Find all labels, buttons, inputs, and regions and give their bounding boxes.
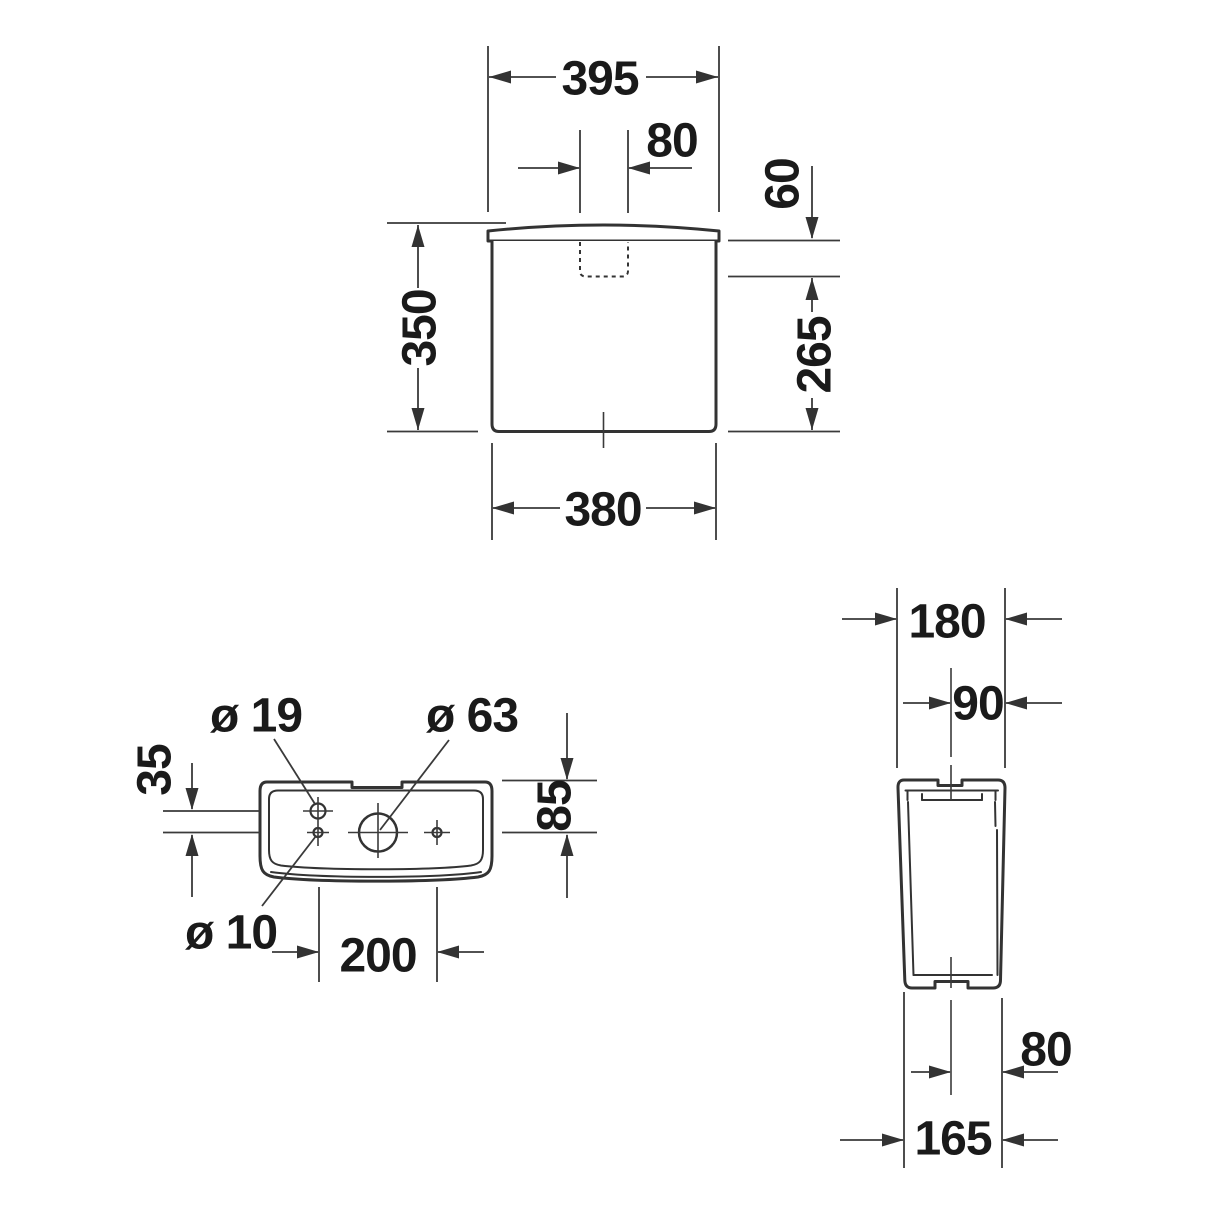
arrowhead <box>558 162 580 175</box>
dim-200-label: 200 <box>339 929 417 983</box>
dim-lid-height <box>757 158 819 239</box>
arrowhead <box>437 946 459 959</box>
arrowhead <box>186 788 199 810</box>
dim-fixing-holes-spacing <box>272 887 484 983</box>
dim-90-label: 90 <box>952 677 1004 731</box>
dim-180-label: 180 <box>908 595 986 649</box>
dim-80-top-label: 80 <box>646 114 698 168</box>
arrowhead <box>875 613 897 626</box>
top-view <box>129 690 598 983</box>
dim-flush-button-width <box>518 115 698 214</box>
inner-wall-line <box>995 802 996 826</box>
arrowhead <box>186 834 199 856</box>
arrowhead <box>696 71 718 84</box>
arrowhead <box>929 1066 951 1079</box>
cistern-outline-side <box>898 780 1005 988</box>
dim-bottom-center-to-back <box>911 1024 1072 1079</box>
dim-overall-height <box>394 225 447 430</box>
dim-350-label: 350 <box>393 289 447 367</box>
arrowhead <box>412 225 425 247</box>
arrowhead <box>1005 697 1027 710</box>
label-hole-63: ø 63 <box>425 689 519 743</box>
dim-35-label: 35 <box>128 744 182 796</box>
front-view <box>387 46 842 540</box>
arrowhead <box>694 502 716 515</box>
arrowhead <box>412 408 425 430</box>
dim-265-label: 265 <box>788 316 842 394</box>
arrowhead <box>1002 1134 1024 1147</box>
arrowhead <box>1005 613 1027 626</box>
side-view <box>840 588 1072 1168</box>
dim-60-label: 60 <box>756 158 810 210</box>
dim-body-height <box>789 278 842 430</box>
dim-bottom-depth <box>840 992 1058 1168</box>
dim-380-label: 380 <box>564 483 642 537</box>
inner-wall-line <box>997 830 998 975</box>
arrowhead <box>882 1134 904 1147</box>
label-hole-19: ø 19 <box>209 689 303 743</box>
dim-395-label: 395 <box>561 52 639 106</box>
dim-80-side-label: 80 <box>1020 1023 1072 1077</box>
cistern-body-front <box>492 241 716 432</box>
cistern-lid-front <box>488 225 719 241</box>
arrowhead <box>806 278 819 300</box>
arrowhead <box>806 408 819 430</box>
arrowhead <box>297 946 319 959</box>
arrowhead <box>929 697 951 710</box>
arrowhead <box>561 758 574 780</box>
dim-165-label: 165 <box>914 1112 992 1166</box>
label-hole-10: ø 10 <box>184 906 278 960</box>
dim-inlet-offset <box>129 744 199 897</box>
arrowhead <box>489 71 511 84</box>
arrowhead <box>492 502 514 515</box>
arrowhead <box>561 834 574 856</box>
arrowhead <box>806 217 819 239</box>
dim-body-width <box>492 443 716 540</box>
dim-85-label: 85 <box>528 780 582 832</box>
dim-top-center-to-back <box>903 678 1062 731</box>
dim-holes-depth <box>529 713 582 898</box>
